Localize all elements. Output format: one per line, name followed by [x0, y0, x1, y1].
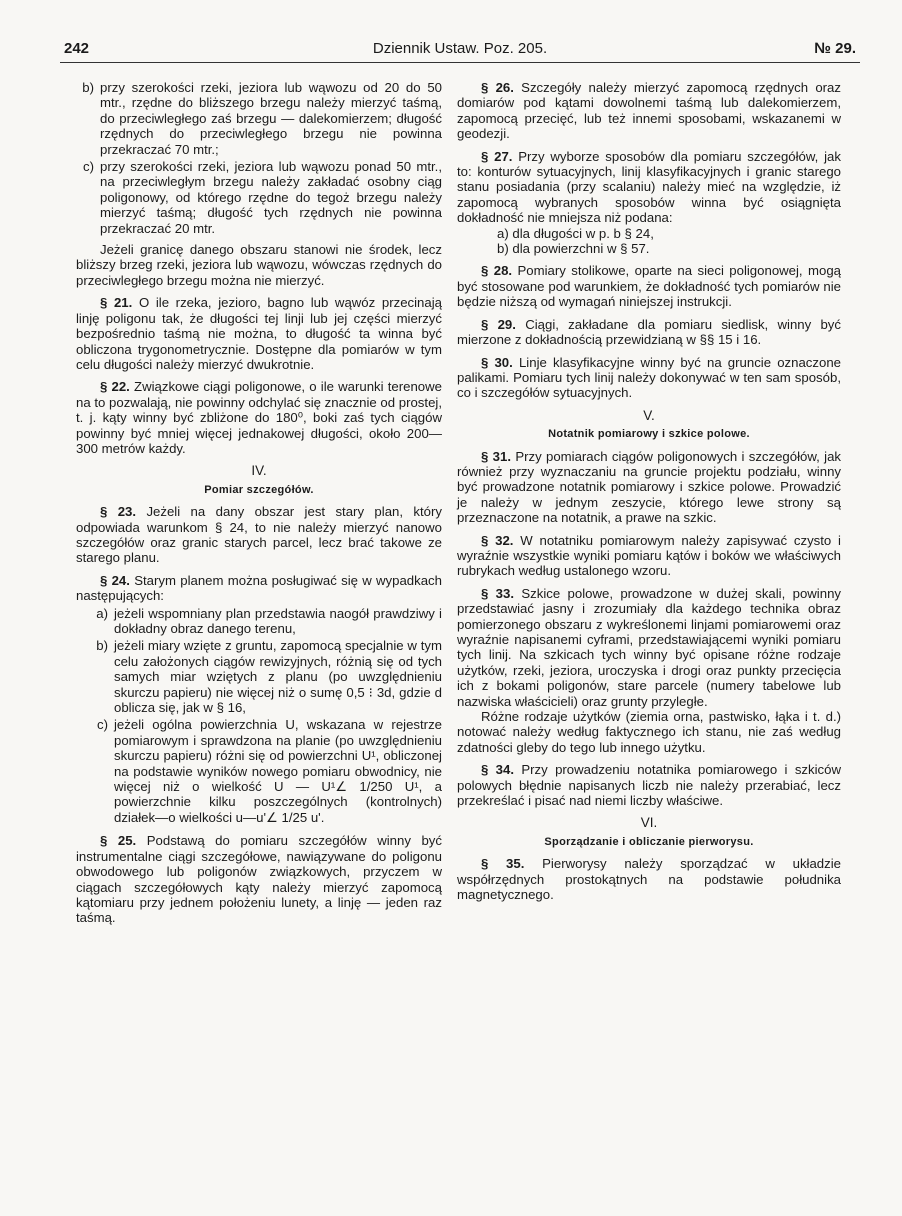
- section-title: Pomiar szczegółów.: [204, 483, 314, 496]
- right-column: [457, 80, 841, 910]
- paragraph-label: § 26.: [481, 80, 514, 95]
- page-header: [64, 40, 856, 62]
- paragraph-29: [457, 317, 841, 348]
- paragraph-text: Ciągi, zakładane dla pomiaru siedlisk, winny być mierzone z dokładnością przewidzianą w §§ 15 i 16.: [457, 316, 841, 348]
- paragraph-25: [76, 833, 442, 925]
- paragraph-label: § 24.: [100, 572, 130, 588]
- paragraph-label: § 34.: [481, 762, 515, 778]
- paragraph-33-continued: Różne rodzaje użytków (ziemia orna, pastwisko, łąka i t. d.) notować należy według faktycznego ich stanu, nie zaś według zdatności gleby do tego lub innego użytku.: [457, 709, 841, 755]
- paragraph-text: Przy wyborze sposobów dla pomiaru szczegółów, jak to: konturów sytuacyjnych, linij klasyfikacyjnych i granic starego stanu posiadania (przy scalaniu) należy mieć na względzie, iż zapomocą wybranych sposobów winna być osiągnięta dokładność nie mniejsza niż podana:: [457, 148, 841, 226]
- list-marker: c): [97, 717, 108, 733]
- list-marker: b): [82, 80, 94, 95]
- section-number: IV.: [251, 463, 267, 479]
- section-title: Notatnik pomiarowy i szkice polowe.: [548, 428, 750, 441]
- paragraph-text: W notatniku pomiarowym należy zapisywać czysto i wyraźnie wszystkie wyniki pomiaru kątów i boków we właściwych rubrykach według ustalonego wzoru.: [457, 532, 841, 579]
- paragraph-27: [457, 149, 841, 226]
- journal-title: Dziennik Ustaw. Poz. 205.: [372, 40, 548, 57]
- paragraph-label: § 22.: [100, 379, 130, 395]
- paragraph-text: Starym planem można posługiwać się w wypadkach następujących:: [76, 572, 442, 604]
- list-item-c: [76, 159, 442, 236]
- list-item-27a: a) dla długości w p. b § 24,: [497, 225, 654, 241]
- paragraph-text: Pomiary stolikowe, oparte na sieci poligonowej, mogą być stosowane pod warunkiem, że dokładność tych pomiarów nie będzie niższą od wymagań niniejszej instrukcji.: [457, 263, 842, 310]
- paragraph-label: § 31.: [481, 448, 511, 464]
- issue-number: № 29.: [814, 40, 856, 57]
- list-marker: c): [83, 159, 94, 175]
- header-rule: [60, 62, 860, 63]
- paragraph-label: § 35.: [481, 856, 525, 872]
- paragraph-text: Podstawą do pomiaru szczegółów winny być instrumentalne ciągi szczegółowe, nawiązywane do poligonu obwodowego lub poligonów związkowych, przyczem w ciągach szczegółowych kąty należy mierzyć zapomocą kątomiaru przy jednem położeniu lunety, a linję — jeden raz taśmą.: [76, 833, 442, 926]
- paragraph-text: Jeżeli na dany obszar jest stary plan, który odpowiada warunkom § 24, to nie należy mierzyć nanowo szczegółów oraz granic starych parcel, lecz brać takowe ze starego planu.: [76, 504, 442, 566]
- paragraph-text: Szczegóły należy mierzyć zapomocą rzędnych oraz domiarów pod kątami dowolnemi taśmą lub dalekomierzem, zapomocą przecięć, lub też innemi sposobami, wskazanemi w geodezji.: [457, 80, 841, 142]
- list-item-24c: [76, 717, 442, 825]
- paragraph-35: [457, 856, 841, 902]
- paragraph-34: [457, 762, 841, 808]
- paragraph-text: Szkice polowe, prowadzone w dużej skali, powinny przedstawiać jasny i zrozumiały dla każdego technika obraz pomierzonego obszaru z wykreślonemi linjami pomiarowemi oraz wyraźnie napisanemi cyframi, przedstawiającemi wyniki pomiaru tych linij. Na szkicach tych winny być opisane różne rodzaje użytków, rzeki, jeziora, uroczyska i drogi oraz punkty przecięcia ich z bokami poligonów, stare parcele (numery tabelowe lub nazwiska właścicieli) oraz grunty przyległe.: [457, 585, 841, 709]
- page-number: 242: [64, 40, 90, 57]
- paragraph-label: § 32.: [481, 532, 514, 548]
- section-number: VI.: [640, 815, 658, 831]
- paragraph-granica: Jeżeli granicę danego obszaru stanowi nie środek, lecz bliższy brzeg rzeki, jeziora lub wąwozu, wówczas rzędnych do przeciwległego brzegu można nie mierzyć.: [76, 242, 442, 288]
- list-text: jeżeli ogólna powierzchnia U, wskazana w rejestrze pomiarowym i sprawdzona na planie (po uwzględnieniu skurczu papieru) różni się od powierzchni U¹, obliczonej na podstawie wyników nowego pomiaru obwodnicy, nie więcej niż o wielkość U — U¹∠ 1/250 U¹, a powierzchnie kilku poszczególnych (kontrolnych) działek—o wielkości u—u'∠ 1/25 u'.: [114, 717, 442, 825]
- paragraph-30: [457, 355, 841, 401]
- list-text: przy szerokości rzeki, jeziora lub wąwozu od 20 do 50 mtr., rzędne do bliższego brzegu należy mierzyć taśmą, do przeciwległego zaś brzegu — dalekomierzem; długość rzędnych do przeciwległego brzegu nie powinna przekraczać 70 mtr.;: [100, 80, 442, 157]
- paragraph-text: Związkowe ciągi poligonowe, o ile warunki terenowe na to pozwalają, nie powinny odchylać się znacznie od prostej, t. j. kąty winny być zbliżone do 180⁰, boki zaś tych ciągów powinny być mniej więcej jednakowej długości, około 200—300 metrów każdy.: [76, 379, 442, 456]
- paragraph-text: O ile rzeka, jezioro, bagno lub wąwóz przecinają linję poligonu tak, że długości tej linji lub jej części mierzyć bezpośrednio taśmą nie można, to długość ta winna być obliczona trygonometrycznie. Dostępne dla pomiarów w tym celu długości należy mierzyć dwukrotnie.: [76, 295, 442, 372]
- list-item-24b: [76, 638, 442, 715]
- paragraph-text: Przy prowadzeniu notatnika pomiarowego i szkiców polowych błędnie napisanych liczb nie należy przerabiać, lecz przekreślać i pisać nad niemi liczby właściwe.: [457, 762, 841, 809]
- paragraph-label: § 27.: [481, 148, 513, 164]
- list-text: jeżeli wspomniany plan przedstawia naogół prawdziwy i dokładny obraz danego terenu,: [114, 605, 442, 636]
- list-text: przy szerokości rzeki, jeziora lub wąwozu ponad 50 mtr., na przeciwległym brzegu należy zakładać osobny ciąg poligonowy, od którego rzędne do tegoż brzegu należy mierzyć taśmą; długość tych rzędnych nie powinna przekraczać 20 mtr.: [100, 159, 442, 236]
- paragraph-22: [76, 379, 442, 456]
- paragraph-text: Linje klasyfikacyjne winny być na gruncie oznaczone palikami. Pomiaru tych linij należy dokonywać w ten sam sposób, co i szczegółów sytuacyjnych.: [457, 354, 841, 401]
- list-marker: a): [96, 605, 108, 621]
- paragraph-label: § 23.: [100, 504, 137, 520]
- section-title: Sporządzanie i obliczanie pierworysu.: [544, 835, 754, 848]
- paragraph-label: § 25.: [100, 833, 137, 849]
- paragraph-23: [76, 504, 442, 566]
- paragraph-33: [457, 586, 841, 709]
- paragraph-32: [457, 533, 841, 579]
- section-number: V.: [643, 407, 655, 423]
- left-column: [76, 80, 442, 933]
- list-item-b: [76, 80, 442, 157]
- paragraph-31: [457, 449, 841, 526]
- paragraph-26: [457, 80, 841, 142]
- paragraph-text: Pierworysy należy sporządzać w układzie współrzędnych prostokątnych na podstawie południka magnetycznego.: [457, 856, 841, 903]
- paragraph-label: § 33.: [481, 585, 515, 601]
- list-item-24a: [76, 606, 442, 637]
- list-text: jeżeli miary wzięte z gruntu, zapomocą specjalnie w tym celu założonych ciągów rewizyjnych, różnią się od tych samych miar wziętych z planu (po uwzględnieniu skurczu papieru) nie więcej niż o sumę 0,5 ⁝ 3d, gdzie d oblicza się, jak w § 16,: [114, 638, 442, 716]
- paragraph-label: § 28.: [481, 263, 513, 279]
- paragraph-label: § 29.: [481, 316, 516, 332]
- paragraph-24: [76, 573, 442, 604]
- list-marker: b): [96, 638, 108, 654]
- paragraph-label: § 30.: [481, 354, 513, 370]
- paragraph-21: [76, 295, 442, 372]
- list-item-27b: b) dla powierzchni w § 57.: [497, 241, 650, 257]
- paragraph-label: § 21.: [100, 295, 133, 311]
- paragraph-text: Przy pomiarach ciągów poligonowych i szczegółów, jak również przy wyznaczaniu na gruncie projektu podziału, winny być prowadzone notatnik pomiarowy i szkice polowe. Prowadzić je należy w jednym zeszycie, którego lewe strony są przeznaczone na notatnik, a prawe na szkic.: [457, 448, 841, 526]
- paragraph-28: [457, 263, 841, 309]
